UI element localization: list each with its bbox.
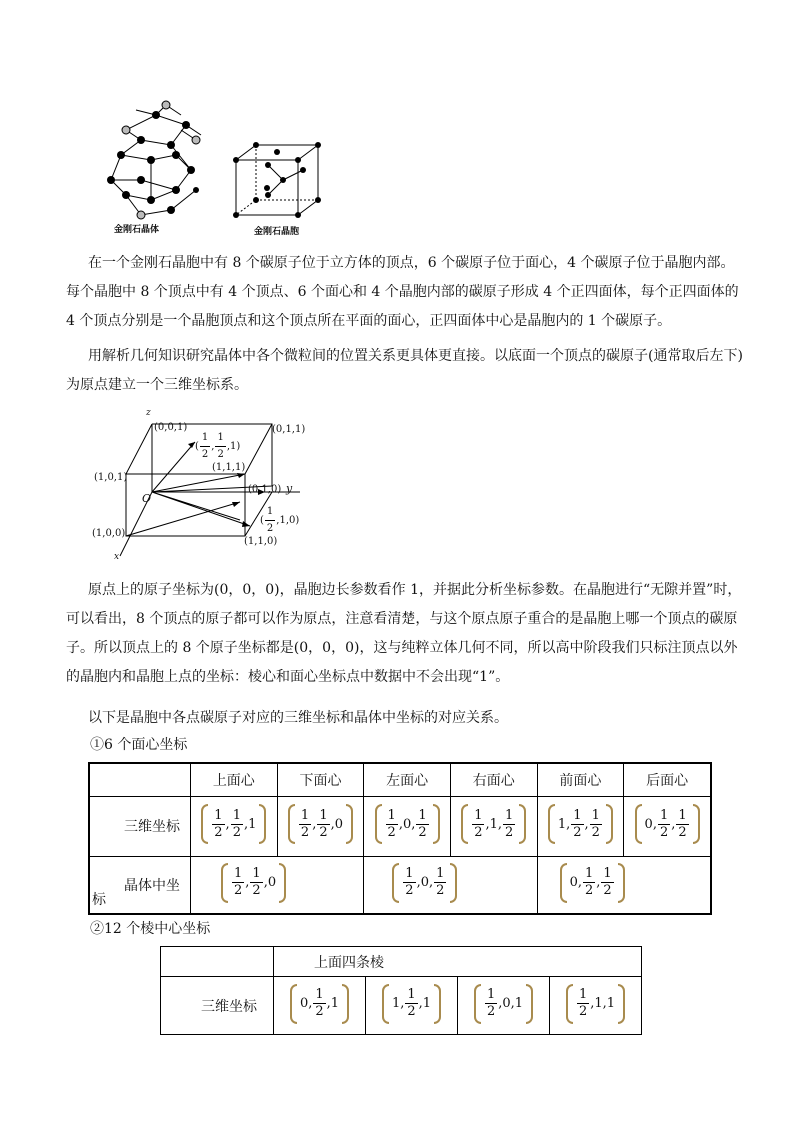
table1-cell-left-3d: $\frac{1}{2}$ ,0, $\frac{1}{2}$ [364,796,451,856]
axis-z-label: z [146,408,151,418]
point-101-label: (1,0,1) [94,472,128,483]
face-center-table [88,762,712,915]
table1-header-top: 上面心 [191,763,278,796]
diamond-figure [96,100,328,235]
table2-header-top-edges: 上面四条棱 [274,947,642,977]
coordinate-cube-figure [90,408,315,566]
table1-cell-back-3d: 0, $\frac{1}{2}$ , $\frac{1}{2}$ [624,796,711,856]
table2-cell-edge-2: 1, $\frac{1}{2}$ ,1 [366,977,458,1035]
table1-row-3d-label: 三维坐标 [89,796,191,856]
paragraph-3: 原点上的原子坐标为(0，0，0)，晶胞边长参数看作 1，并据此分析坐标参数。在晶胞进行“无隙并置”时，可以看出，8 个顶点的原子都可以作为原点，注意看清楚，与这个原点原子重合的是晶胞上哪一个顶点的碳原子。所以顶点上的 8 个原子坐标都是(0，0，0)，这与纯粹立体几何不同，所以高中阶段我们只标注顶点以外的晶胞内和晶胞上点的坐标：棱心和面心坐标点中数据中不会出现“1”。 [66,582,742,685]
section-2-heading: ②12 个棱中心坐标 [90,921,211,937]
paragraph-4: 以下是晶胞中各点碳原子对应的三维坐标和晶体中坐标的对应关系。 [88,710,508,726]
table1-cell-top-3d: $\frac{1}{2}$ , $\frac{1}{2}$ ,1 [191,796,278,856]
table1-cell-frontback-crystal: 0, $\frac{1}{2}$ , $\frac{1}{2}$ [537,856,711,914]
point-111-label: (1,1,1) [212,462,246,473]
table1-cell-leftright-crystal: $\frac{1}{2}$ ,0, $\frac{1}{2}$ [364,856,537,914]
point-half-1-0-label: ( $\frac{1}{2}$ , 1 , 0 ) [260,506,300,534]
table1-cell-bottom-3d: $\frac{1}{2}$ , $\frac{1}{2}$ ,0 [277,796,364,856]
table1-cell-right-3d: $\frac{1}{2}$ ,1, $\frac{1}{2}$ [450,796,537,856]
axis-y-label: y [286,482,293,495]
table2-cell-edge-3: $\frac{1}{2}$ ,0,1 [458,977,550,1035]
table1-header-back: 后面心 [624,763,711,796]
edge-center-table [160,946,642,1035]
table1-header-right: 右面心 [450,763,537,796]
origin-label: O [142,492,152,505]
table2-corner [161,947,274,977]
table1-cell-topbottom-crystal: $\frac{1}{2}$ , $\frac{1}{2}$ ,0 [191,856,364,914]
point-010-label: (0,1,0) [248,484,282,495]
table1-header-front: 前面心 [537,763,624,796]
point-half-half-1-label: ( $\frac{1}{2}$ , $\frac{1}{2}$ , 1 ) [195,432,241,460]
point-100-label: (1,0,0) [92,528,126,539]
table1-header-left: 左面心 [364,763,451,796]
diamond-unit-cell-illustration [228,140,323,220]
paragraph-1: 在一个金刚石晶胞中有 8 个碳原子位于立方体的顶点，6 个碳原子位于面心，4 个碳原子位于晶胞内部。每个晶胞中 8 个顶点中有 4 个顶点、6 个面心和 4 个晶胞内部的碳原子形成 4 个正四面体，每个正四面体的 4 个顶点分别是一个晶胞顶点和这个顶点所在平面的面心，正四面体中心是晶胞内的 1 个碳原子。 [66,255,739,329]
point-110-label: (1,1,0) [244,536,278,547]
table2-cell-edge-1: 0, $\frac{1}{2}$ ,1 [274,977,366,1035]
diamond-crystal-caption: 金刚石晶体 [114,225,160,235]
point-001-label: (0,0,1) [154,422,188,433]
table1-corner [89,763,191,796]
section-1-heading: ①6 个面心坐标 [90,737,188,753]
table1-header-bottom: 下面心 [277,763,364,796]
diamond-unit-cell-caption: 金刚石晶胞 [254,227,300,237]
paragraph-2: 用解析几何知识研究晶体中各个微粒间的位置关系更具体更直接。以底面一个顶点的碳原子(通常取后左下)为原点建立一个三维坐标系。 [66,348,743,393]
table2-row-3d-label: 三维坐标 [161,977,274,1035]
table2-cell-edge-4: $\frac{1}{2}$ ,1,1 [550,977,642,1035]
axis-x-label: x [114,552,120,562]
table1-cell-front-3d: 1, $\frac{1}{2}$ , $\frac{1}{2}$ [537,796,624,856]
point-011-label: (0,1,1) [272,424,306,435]
table1-row-crystal-label: 晶体中坐 标 [89,856,191,914]
